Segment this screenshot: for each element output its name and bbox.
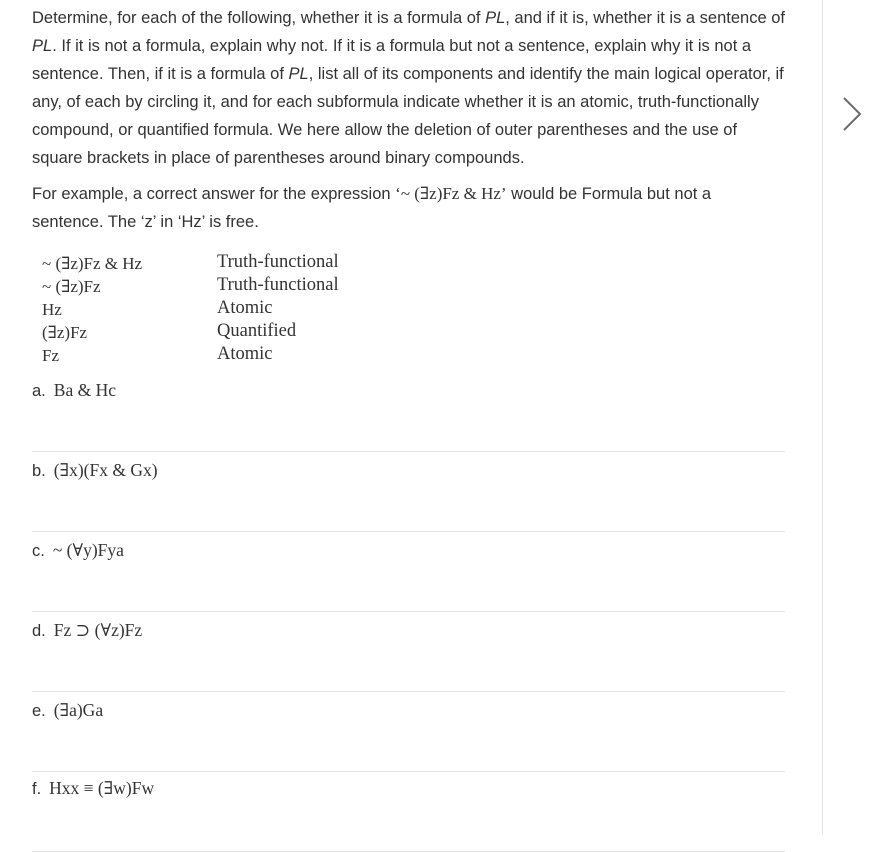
question-formula: Fz ⊃ (∀z)Fz	[53, 620, 143, 640]
question-letter: c.	[32, 542, 45, 560]
example-type: Truth-functional	[217, 275, 339, 295]
instr-pl-1: PL	[485, 9, 506, 27]
instr-text-2: , and if it is, whether it is a sentence of	[505, 9, 785, 27]
example-type: Atomic	[217, 298, 273, 318]
question-formula: Hxx ≡ (∃w)Fw	[49, 778, 155, 798]
question-letter: d.	[32, 622, 46, 640]
example-paragraph	[32, 180, 787, 236]
example-formula: ~ (∃z)Fz & Hz	[42, 254, 143, 273]
question-letter: e.	[32, 702, 46, 720]
question-item-c	[32, 532, 785, 612]
example-formula: Hz	[42, 300, 62, 319]
example-text-1: For example, a correct answer for the expression	[32, 185, 396, 203]
question-item-b	[32, 452, 785, 532]
example-formula: Fz	[42, 346, 59, 365]
question-formula: (∃x)(Fx & Gx)	[53, 460, 158, 480]
instructions-paragraph	[32, 4, 787, 172]
next-button[interactable]	[838, 96, 866, 132]
question-letter: f.	[32, 780, 42, 798]
question-content	[32, 4, 787, 366]
question-item-d	[32, 612, 785, 692]
question-formula: ~ (∀y)Fya	[52, 540, 124, 560]
example-table	[42, 254, 787, 366]
question-list	[32, 372, 785, 852]
example-expression: ‘~ (∃z)Fz & Hz’	[395, 184, 507, 203]
example-formula: (∃z)Fz	[42, 323, 88, 342]
question-item-a	[32, 372, 785, 452]
instr-pl-2: PL	[32, 37, 53, 55]
question-letter: b.	[32, 462, 46, 480]
question-formula: (∃a)Ga	[53, 700, 104, 720]
example-text-2: would be Formula but not a sentence. The ‘z’ in ‘Hz’ is free.	[32, 185, 712, 231]
example-type: Atomic	[217, 344, 273, 364]
question-item-e	[32, 692, 785, 772]
instr-pl-3: PL	[288, 65, 309, 83]
question-formula: Ba & Hc	[53, 380, 116, 400]
example-type: Truth-functional	[217, 252, 339, 272]
instr-text-1: Determine, for each of the following, whether it is a formula of	[32, 9, 486, 27]
question-item-f	[32, 772, 785, 852]
chevron-right-icon[interactable]	[838, 96, 866, 132]
instr-text-4: , list all of its components and identify the main logical operator, if any, of each by circling it, and for each subformula indicate whether it is an atomic, truth-functionally compound, or quantified formula. We here allow the deletion of outer parentheses and the use of square brackets in place of parentheses around binary compounds.	[32, 65, 784, 167]
example-formula: ~ (∃z)Fz	[42, 277, 101, 296]
instr-text-3: . If it is not a formula, explain why not. If it is a formula but not a sentence, explain why it is not a sentence. Then, if it is a formula of	[32, 37, 752, 83]
example-type: Quantified	[217, 321, 297, 341]
panel-divider	[822, 0, 823, 835]
question-letter: a.	[32, 382, 46, 400]
